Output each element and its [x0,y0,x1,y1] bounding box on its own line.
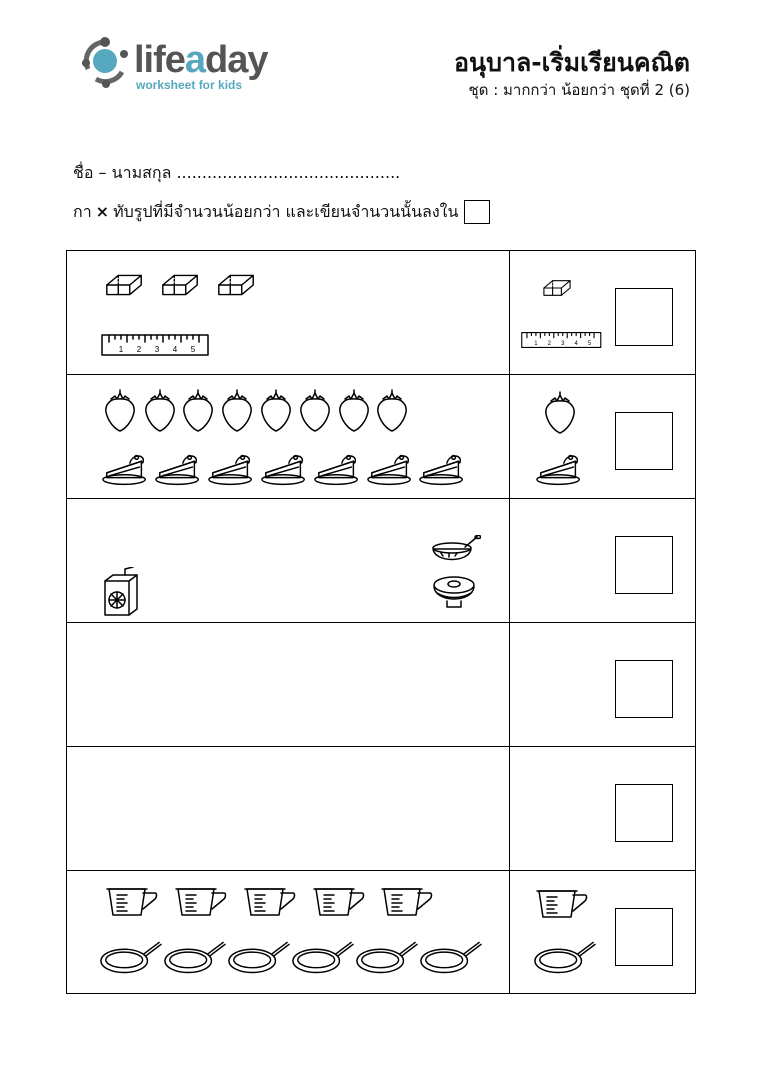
cake-slice-icon [535,449,585,487]
strawberry-icon [181,389,215,433]
ruler-tick-label: 1 [118,345,124,354]
name-field[interactable]: ชื่อ – นามสกุล ............................................ [73,163,401,182]
instruction [73,200,490,224]
row-divider [509,623,510,746]
ruler-tick-label: 2 [547,341,551,348]
strawberry-icon [103,389,137,433]
frying-pan-icon [419,939,483,975]
answer-box[interactable] [615,908,673,966]
instruction-text: ทับรูปที่มีจำนวนน้อยกว่า และเขียนจำนวนนั้นลงใน [113,202,459,221]
ruler-tick-label: 3 [154,345,160,354]
cake-slice-icon [101,449,151,487]
bowl-icon [431,573,477,613]
measuring-cup-icon [380,885,434,917]
cross-mark-icon: × [95,202,110,221]
cake-slice-icon [418,449,468,487]
exercise-row-3 [66,498,696,622]
row-divider [509,747,510,870]
eraser-icon [541,275,573,301]
ruler-tick-label: 4 [574,341,578,348]
exercise-row-6 [66,870,696,994]
eraser-icon [159,269,201,301]
row-divider [509,499,510,622]
instruction-prefix: กา [73,202,92,221]
frying-pan-icon [227,939,291,975]
cake-slice-icon [260,449,310,487]
measuring-cup-icon [312,885,366,917]
cake-slice-icon [207,449,257,487]
strawberry-icon [543,391,577,435]
ruler-tick-label: 4 [172,345,178,354]
answer-box[interactable] [615,412,673,470]
cake-slice-icon [154,449,204,487]
juice-box-icon [101,567,141,617]
measuring-cup-icon [535,887,589,919]
ruler-tick-label: 1 [534,341,538,348]
logo-tagline: worksheet for kids [136,78,243,92]
answer-box[interactable] [615,288,673,346]
frying-pan-icon [99,939,163,975]
logo-wordmark: lifeaday [134,39,268,81]
ruler-icon [101,333,211,357]
page-subtitle: ชุด : มากกว่า น้อยกว่า ชุดที่ 2 (6) [468,81,690,99]
answer-box[interactable] [615,660,673,718]
frying-pan-icon [291,939,355,975]
measuring-cup-icon [174,885,228,917]
strawberry-icon [143,389,177,433]
strawberry-icon [375,389,409,433]
cake-slice-icon [313,449,363,487]
strawberry-icon [220,389,254,433]
ruler-tick-label: 2 [136,345,142,354]
strawberry-icon [337,389,371,433]
exercise-row-2 [66,374,696,498]
frying-pan-icon [163,939,227,975]
eraser-icon [215,269,257,301]
example-answer-box-icon [464,200,490,224]
worksheet-grid [66,250,698,998]
ruler-icon [521,331,603,349]
answer-box[interactable] [615,784,673,842]
logo-mark-icon [82,38,132,88]
ruler-tick-label: 3 [561,341,565,348]
measuring-cup-icon [243,885,297,917]
ruler-tick-label: 5 [587,341,592,348]
ruler-tick-label: 5 [190,345,196,354]
exercise-row-5 [66,746,696,870]
row-divider [509,375,510,498]
answer-box[interactable] [615,536,673,594]
row-divider [509,871,510,993]
eraser-icon [103,269,145,301]
cake-slice-icon [366,449,416,487]
exercise-row-4 [66,622,696,746]
frying-pan-icon [355,939,419,975]
row-divider [509,251,510,374]
exercise-row-1 [66,250,696,374]
frying-pan-icon [533,939,597,975]
page-title: อนุบาล-เริ่มเรียนคณิต [453,48,690,77]
measuring-cup-icon [105,885,159,917]
strawberry-icon [259,389,293,433]
bowl-icon [429,535,481,567]
strawberry-icon [298,389,332,433]
logo [82,38,272,96]
